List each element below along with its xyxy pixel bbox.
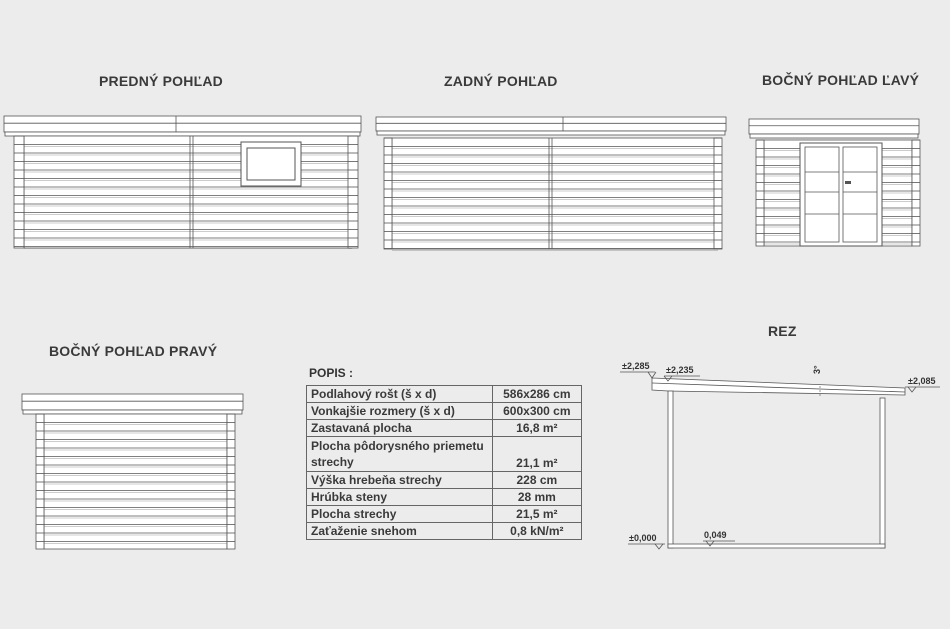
- spec-value: 0,8 kN/m²: [492, 523, 581, 540]
- dim-ground: ±0,000: [629, 533, 657, 543]
- popis-title: POPIS :: [309, 366, 354, 380]
- spec-label: Vonkajšie rozmery (š x d): [307, 403, 493, 420]
- table-row: [307, 506, 582, 523]
- left-view-title: BOČNÝ POHĽAD ĽAVÝ: [762, 72, 920, 88]
- dim-right: ±2,085: [908, 376, 936, 386]
- spec-value: 21,1 m²: [492, 437, 581, 472]
- spec-label: Výška hrebeňa strechy: [307, 472, 493, 489]
- spec-value: 28 mm: [492, 489, 581, 506]
- spec-value: 586x286 cm: [492, 386, 581, 403]
- right-view-title: BOČNÝ POHĽAD PRAVÝ: [49, 343, 218, 359]
- table-row: [307, 437, 582, 472]
- spec-label: Podlahový rošt (š x d): [307, 386, 493, 403]
- section-view-title: REZ: [768, 323, 797, 339]
- table-row: [307, 472, 582, 489]
- spec-table: [306, 385, 582, 540]
- table-row: [307, 420, 582, 437]
- section-wall-right: [880, 398, 885, 548]
- spec-label: Zaťaženie snehom: [307, 523, 493, 540]
- spec-value: 21,5 m²: [492, 506, 581, 523]
- dim-arrow: [908, 387, 916, 392]
- table-row: [307, 403, 582, 420]
- spec-value: 16,8 m²: [492, 420, 581, 437]
- section-wall-left: [668, 391, 673, 548]
- dim-arrow: [648, 372, 656, 378]
- table-row: [307, 523, 582, 540]
- spec-label: Hrúbka steny: [307, 489, 493, 506]
- spec-label: Plocha pôdorysného priemetu strechy: [307, 437, 493, 472]
- section-floor: [668, 544, 885, 548]
- spec-value: 228 cm: [492, 472, 581, 489]
- table-row: [307, 386, 582, 403]
- spec-value: 600x300 cm: [492, 403, 581, 420]
- back-view-title: ZADNÝ POHĽAD: [444, 73, 558, 89]
- front-view-title: PREDNÝ POHĽAD: [99, 73, 223, 89]
- section-roof: [652, 378, 905, 395]
- slope-label: 3°: [812, 365, 822, 374]
- spec-label: Zastavaná plocha: [307, 420, 493, 437]
- table-row: [307, 489, 582, 506]
- dim-left-top: ±2,285: [622, 361, 650, 371]
- dim-floor: 0,049: [704, 530, 727, 540]
- spec-label: Plocha strechy: [307, 506, 493, 523]
- dim-arrow: [655, 544, 663, 549]
- dim-ridge: ±2,235: [666, 365, 694, 375]
